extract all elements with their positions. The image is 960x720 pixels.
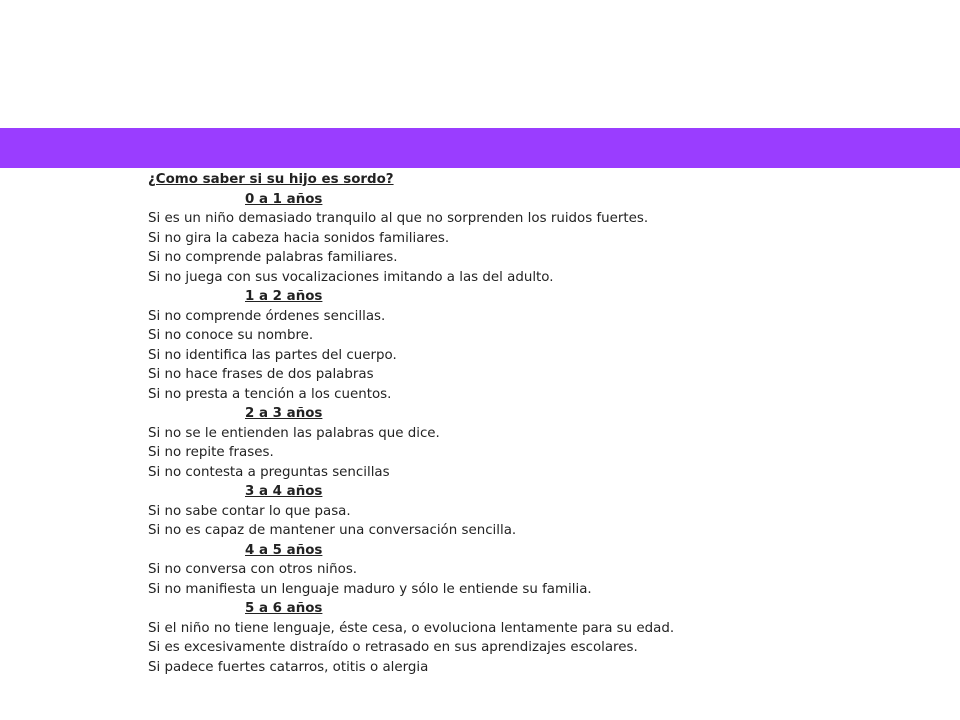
list-item: Si no comprende palabras familiares. xyxy=(148,250,398,265)
list-item: Si no juega con sus vocalizaciones imitando a las del adulto. xyxy=(148,269,554,285)
list-item: Si no hace frases de dos palabras xyxy=(148,367,374,382)
list-item: Si no conoce su nombre. xyxy=(148,328,314,343)
list-item: Si no repite frases. xyxy=(148,445,274,460)
list-item: Si no comprende órdenes sencillas. xyxy=(148,308,386,324)
section-heading-5-6: 5 a 6 años xyxy=(245,601,323,616)
list-item: Si no se le entienden las palabras que dice. xyxy=(148,425,440,441)
list-item: Si no presta a tención a los cuentos. xyxy=(148,386,392,402)
document-title: ¿Como saber si su hijo es sordo? xyxy=(148,172,394,187)
section-heading-1-2: 1 a 2 años xyxy=(245,289,323,304)
list-item: Si no sabe contar lo que pasa. xyxy=(148,503,351,519)
list-item: Si el niño no tiene lenguaje, éste cesa, o evoluciona lentamente para su edad. xyxy=(148,620,675,636)
header-band xyxy=(0,128,960,168)
section-heading-2-3: 2 a 3 años xyxy=(245,406,323,421)
section-heading-3-4: 3 a 4 años xyxy=(245,484,323,499)
document-body xyxy=(148,170,948,677)
list-item: Si no es capaz de mantener una conversación sencilla. xyxy=(148,523,517,538)
list-item: Si no identifica las partes del cuerpo. xyxy=(148,347,397,363)
list-item: Si es excesivamente distraído o retrasado en sus aprendizajes escolares. xyxy=(148,640,638,655)
list-item: Si padece fuertes catarros, otitis o alergia xyxy=(148,659,429,675)
list-item: Si no manifiesta un lenguaje maduro y sólo le entiende su familia. xyxy=(148,581,592,597)
section-heading-0-1: 0 a 1 años xyxy=(245,191,323,207)
list-item: Si no contesta a preguntas sencillas xyxy=(148,464,390,480)
list-item: Si es un niño demasiado tranquilo al que no sorprenden los ruidos fuertes. xyxy=(148,211,649,226)
list-item: Si no conversa con otros niños. xyxy=(148,562,358,577)
section-heading-4-5: 4 a 5 años xyxy=(245,542,323,558)
list-item: Si no gira la cabeza hacia sonidos familiares. xyxy=(148,230,450,246)
